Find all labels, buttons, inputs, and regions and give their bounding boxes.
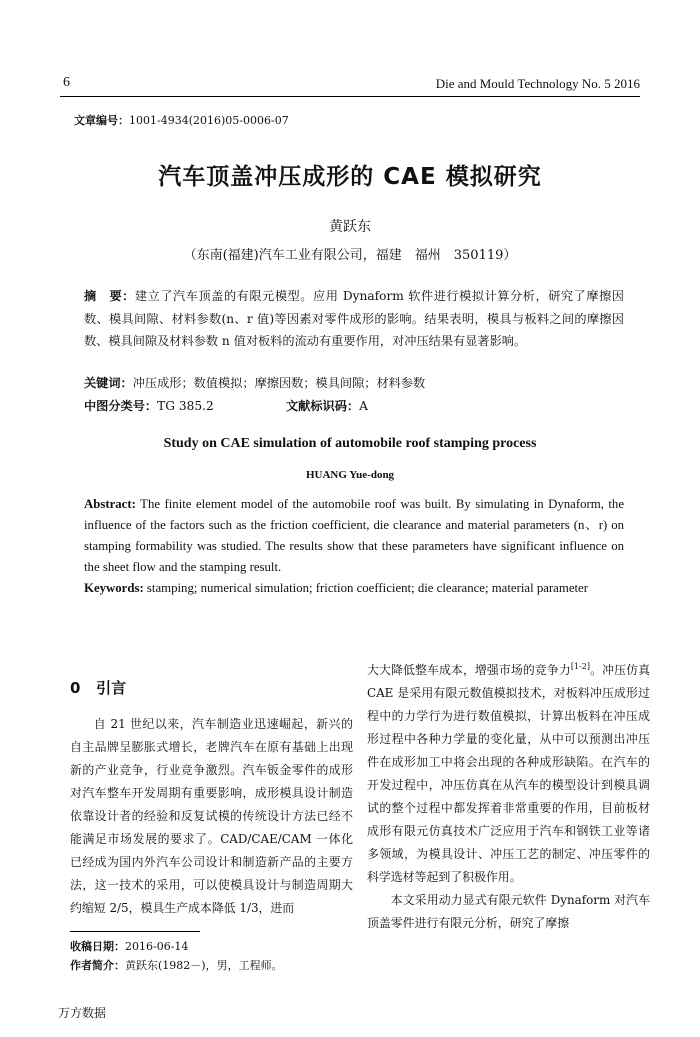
body-right-paragraph-1: 大大降低整车成本，增强市场的竞争力[1-2]。冲压仿真 CAE 是采用有限元数值模拟技术，对板料冲压成形过程中的力学行为进行数值模拟，计算出板料在冲压成形过程中各种力学量的变化量，从中可以预测出冲压件在成形加工中将会出现的各种成形缺陷。在汽车的开发过程中，冲压仿真在从汽车的模型设计到模具调试的整个过程中都发挥着非常重要的作用，目前板材成形有限元仿真技术广泛应用于汽车和钢铁工业等诸多领域，为模具设计、冲压工艺的制定、冲压零件的科学选材等起到了积极作用。 — [367, 662, 650, 884]
keywords-cn: 关键词：冲压成形；数值模拟；摩擦因数；模具间隙；材料参数 — [84, 376, 426, 390]
journal-header: Die and Mould Technology No. 5 2016 — [435, 76, 640, 91]
watermark: 万方数据 — [58, 1006, 107, 1020]
body-right-column — [367, 655, 650, 935]
body-right-paragraph-2: 本文采用动力显式有限元软件 Dynaform 对汽车顶盖零件进行有限元分析，研究了摩擦 — [367, 892, 650, 930]
footnote-author-bio: 作者简介：黄跃东(1982－)，男，工程师。 — [70, 959, 283, 972]
body-left-column: 自 21 世纪以来，汽车制造业迅速崛起，新兴的自主品牌呈膨胀式增长，老牌汽车在原有基础上出现新的产业竞争，行业竞争激烈。汽车钣金零件的成形对汽车整车开发周期有重要影响，成形模具设计制造依靠设计者的经验和反复试模的传统设计方法已经不能满足市场发展的要求了。CAD/CAE/CAM 一体化已经成为国内外汽车公司设计和制造新产品的主要方法，这一技术的采用，可以使模具设计与制造周期大约缩短 2/5，模具生产成本降低 1/3，进而 — [70, 717, 353, 915]
article-number: 文章编号：1001-4934(2016)05-0006-07 — [74, 114, 289, 127]
header-rule — [60, 96, 640, 97]
author-en: HUANG Yue-dong — [305, 469, 395, 481]
abstract-en: Abstract: The finite element model of the automobile roof was built. By simulating in Dynaform, the influence of the factors such as the friction coefficient, die clearance and material parameters (n、r) on stamping formability was studied. The results show that these parameters have significant influence on the sheet flow and the stamping result. — [84, 497, 625, 574]
footnote-rule — [70, 931, 200, 932]
page-number: 6 — [63, 75, 70, 90]
citation: [1-2] — [570, 662, 591, 671]
title-cn: 汽车顶盖冲压成形的 CAE 模拟研究 — [158, 164, 542, 190]
footnote-received: 收稿日期：2016-06-14 — [70, 940, 189, 953]
abstract-cn: 摘 要：建立了汽车顶盖的有限元模型。应用 Dynaform 软件进行模拟计算分析，研究了摩擦因数、模具间隙、材料参数(n、r 值)等因素对零件成形的影响。结果表明，模具与板料之间的摩擦因数、模具间隙及材料参数 n 值对板料的流动有重要作用，对冲压结果有显著影响。 — [84, 289, 624, 348]
keywords-en: Keywords: stamping; numerical simulation; friction coefficient; die clearance; material parameter — [84, 581, 588, 595]
title-en: Study on CAE simulation of automobile roof stamping process — [163, 436, 537, 451]
classification-number: 中图分类号：TG 385.2 — [84, 399, 214, 413]
section-heading: 0 引言 — [70, 679, 127, 697]
document-code: 文献标识码：A — [286, 399, 368, 413]
affiliation-cn: （东南(福建)汽车工业有限公司，福建 福州 350119） — [183, 248, 517, 263]
author-cn: 黄跃东 — [329, 219, 371, 235]
